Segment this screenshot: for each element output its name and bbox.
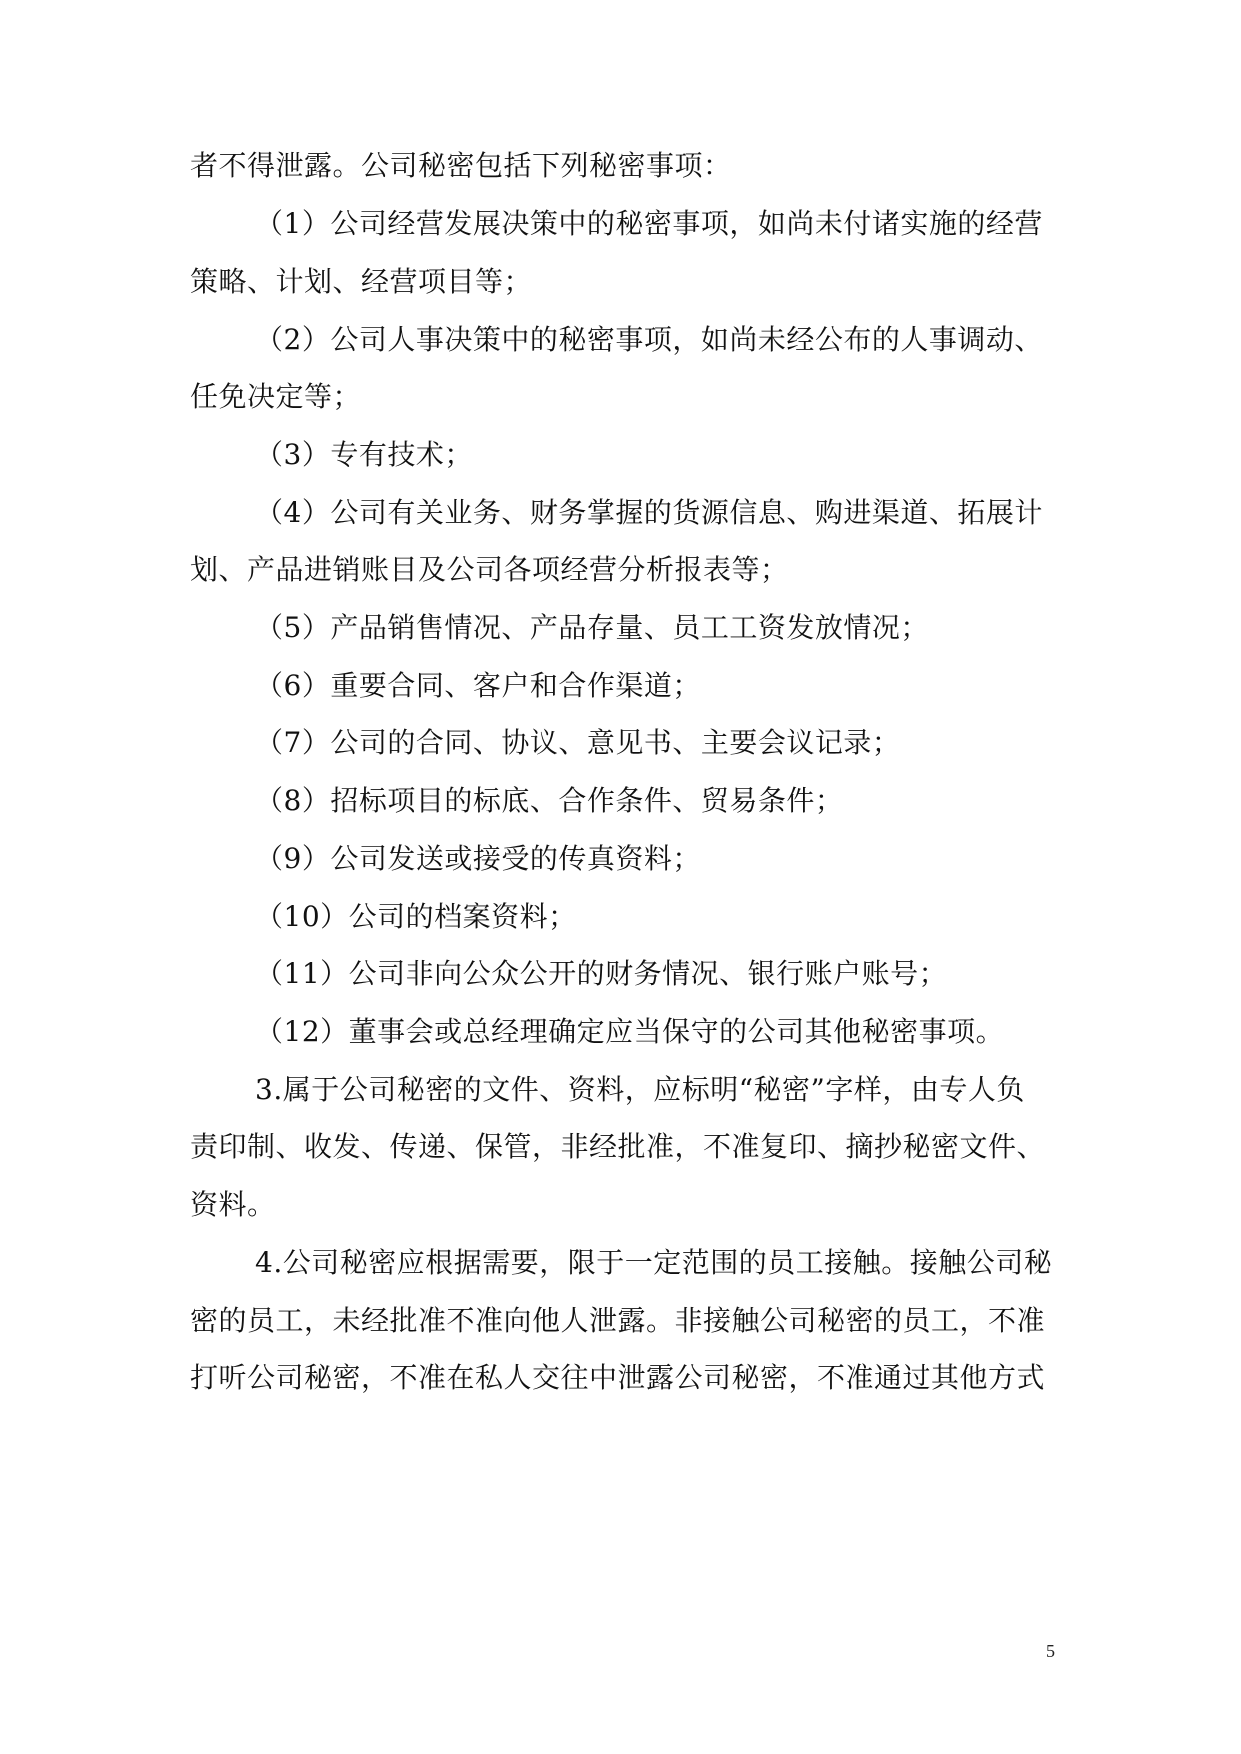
- text-line: （1）公司经营发展决策中的秘密事项，如尚未付诸实施的经营: [255, 207, 1043, 240]
- text-line: （4）公司有关业务、财务掌握的货源信息、购进渠道、拓展计: [255, 496, 1043, 529]
- text-line: （5）产品销售情况、产品存量、员工工资发放情况；: [255, 611, 929, 644]
- text-line: 策略、计划、经营项目等；: [190, 265, 533, 298]
- text-line: 4.公司秘密应根据需要，限于一定范围的员工接触。接触公司秘: [255, 1246, 1053, 1279]
- text-line: 资料。: [190, 1188, 276, 1221]
- text-line: 打听公司秘密，不准在私人交往中泄露公司秘密，不准通过其他方式: [190, 1361, 1046, 1394]
- text-line: （8）招标项目的标底、合作条件、贸易条件；: [255, 784, 844, 817]
- text-line: 任免决定等；: [190, 380, 362, 413]
- text-line: 3.属于公司秘密的文件、资料，应标明“秘密”字样，由专人负: [255, 1073, 1025, 1106]
- page-number: 5: [1046, 1641, 1055, 1661]
- text-line: （10）公司的档案资料；: [255, 900, 577, 933]
- text-line: （9）公司发送或接受的传真资料；: [255, 842, 701, 875]
- text-line: （3）专有技术；: [255, 438, 473, 471]
- text-line: 密的员工，未经批准不准向他人泄露。非接触公司秘密的员工，不准: [190, 1304, 1046, 1337]
- text-line: （7）公司的合同、协议、意见书、主要会议记录；: [255, 726, 901, 759]
- text-line: 划、产品进销账目及公司各项经营分析报表等；: [190, 553, 789, 586]
- text-line: 责印制、收发、传递、保管，非经批准，不准复印、摘抄秘密文件、: [190, 1130, 1046, 1163]
- text-line: （12）董事会或总经理确定应当保守的公司其他秘密事项。: [255, 1015, 1005, 1048]
- text-line: （2）公司人事决策中的秘密事项，如尚未经公布的人事调动、: [255, 323, 1043, 356]
- text-line: （11）公司非向公众公开的财务情况、银行账户账号；: [255, 957, 948, 990]
- text-line: 者不得泄露。公司秘密包括下列秘密事项：: [190, 149, 732, 182]
- text-line: （6）重要合同、客户和合作渠道；: [255, 669, 701, 702]
